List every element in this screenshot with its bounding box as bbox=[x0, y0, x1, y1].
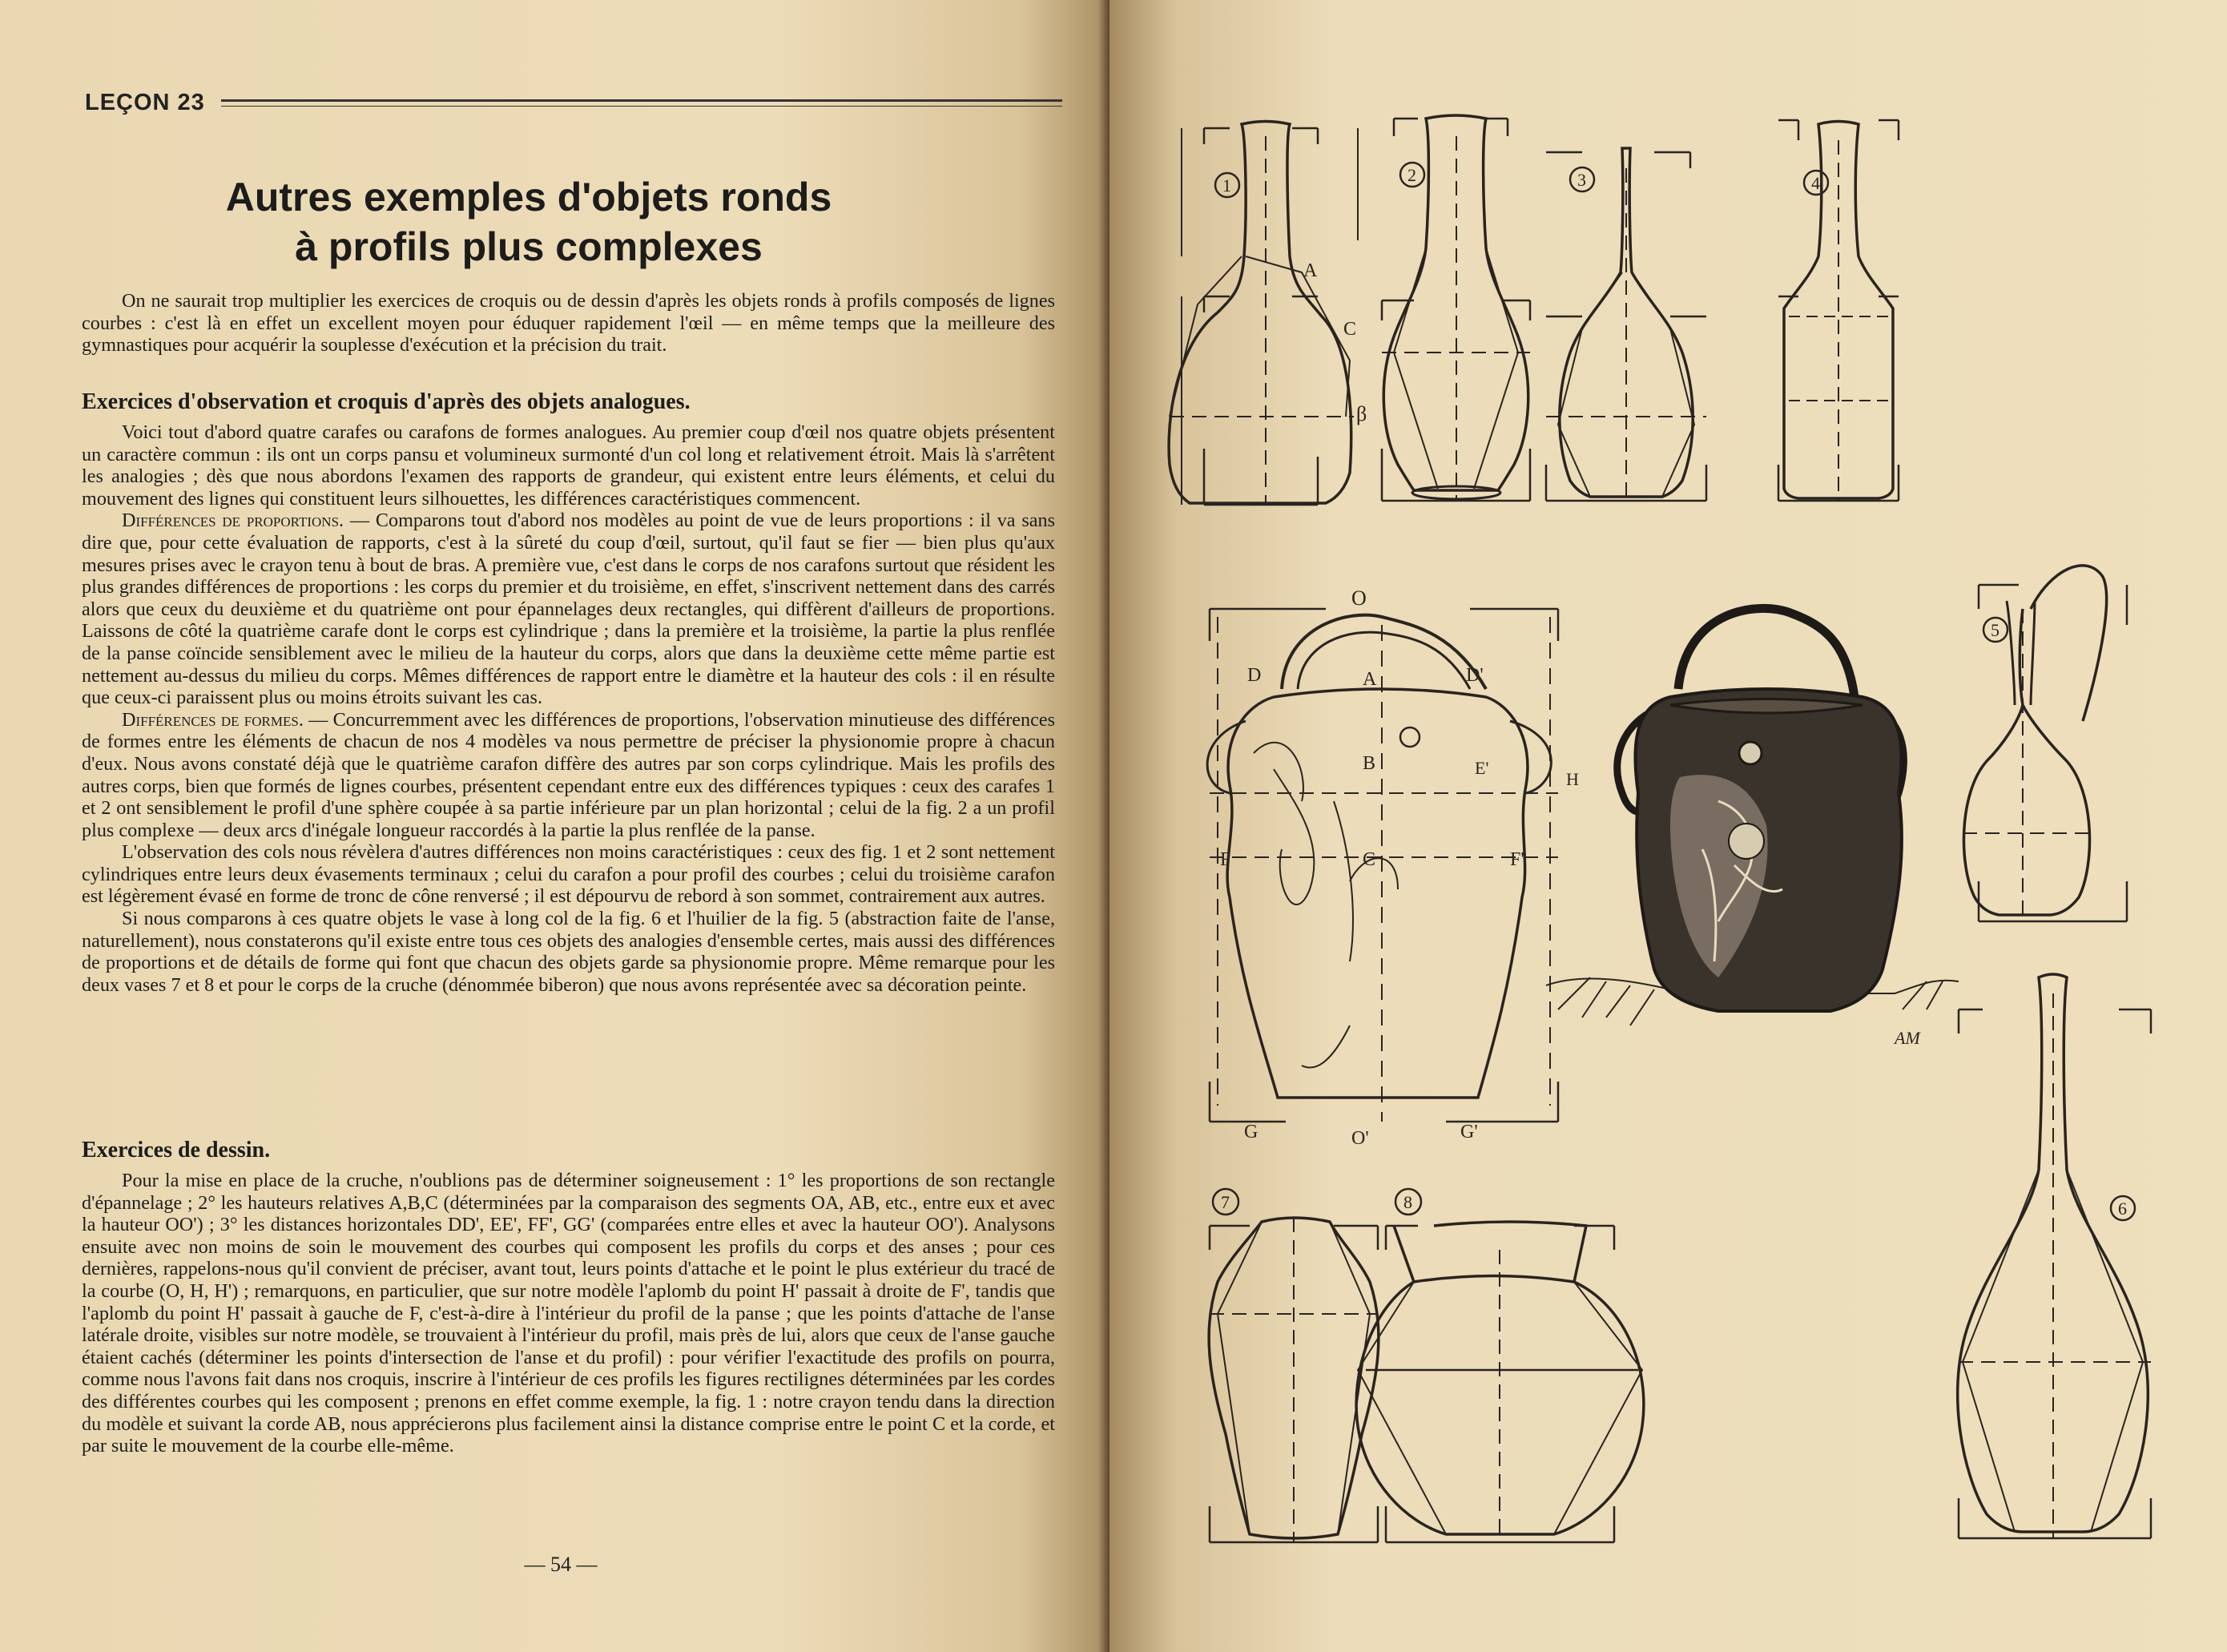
jug-label-oprime: O' bbox=[1351, 1128, 1369, 1149]
jug-label-o: O bbox=[1351, 586, 1367, 610]
figure-5-cruet bbox=[1963, 566, 2127, 921]
page-title bbox=[128, 172, 929, 272]
figure-3-number: 3 bbox=[1577, 170, 1586, 190]
section-heading-drawing: Exercices de dessin. bbox=[82, 1138, 271, 1162]
observation-text bbox=[82, 421, 1055, 996]
figure-1-label-c: C bbox=[1343, 319, 1357, 340]
figure-5-number: 5 bbox=[1991, 620, 1999, 640]
proportions-label: Différences de proportions. bbox=[122, 510, 344, 532]
drawing-paragraph-1: Pour la mise en place de la cruche, n'oublions pas de déterminer soigneusement : 1° les proportions de son rectangle d'épannelage ; 2° les hauteurs relatives A,B,C (déterminées par la comparaison des segments OA, AB, etc., entre eux et avec la hauteur OO') ; 3° les distances horizontales DD', EE', FF', GG' (comparées entre elles et avec la hauteur OO'). Analysons ensuite avec non moins de soin le mouvement des courbes qui composent les profils du corps et des anses ; pour ces dernières, rappelons-nous qu'il convient de préciser, avant tout, leurs points d'attache et le point le plus extérieur du tracé de la courbe (O, H, H') ; remarquons, en particulier, que sur notre modèle l'aplomb du point H' passait à droite de F', tandis que l'aplomb du point H' passait à gauche de F, c'est-à-dire à l'intérieur du profil de la panse ; que les points d'attache de l'anse latérale droite, visibles sur notre modèle, se trouvaient à l'intérieur du profil, mais près de lui, alors que ceux de l'anse gauche étaient cachés (déterminer les points d'intersection de l'anse et du profil) : pour vérifier l'exactitude des profils on pourra, comme nous l'avons fait dans nos croquis, inscrire à l'intérieur de ces profils les figures rectilignes déterminées par les cordes des différentes courbes qui les composent ; prenons en effet comme exemple, la fig. 1 : notre crayon tendu dans la direction du modèle et suivant la corde AB, nous apprécierons plus facilement ainsi la distance comprise entre le point C et la corde, et par suite le mouvement de la courbe elle-même. bbox=[82, 1170, 1055, 1457]
figure-plate bbox=[1109, 0, 2227, 1652]
jug-label-a: A bbox=[1363, 669, 1377, 690]
figure-8-vase bbox=[1356, 1189, 1644, 1542]
figure-8-number: 8 bbox=[1403, 1192, 1412, 1212]
figure-1-label-a: A bbox=[1303, 260, 1318, 281]
figure-3-carafe bbox=[1546, 148, 1706, 501]
jug-engraving-illustration bbox=[1546, 608, 1959, 1048]
jug-label-dprime: D' bbox=[1466, 665, 1484, 686]
figure-2-carafe bbox=[1382, 115, 1530, 501]
figure-2-number: 2 bbox=[1407, 165, 1416, 185]
intro-paragraph: On ne saurait trop multiplier les exercices de croquis ou de dessin d'après les objets ronds à profils composés de lignes courbes : c'est là en effet un excellent moyen pour éduquer rapidement l'œil — en même temps que la meilleure des gymnastiques pour acquérir la souplesse d'exécution et la précision du trait. bbox=[82, 290, 1055, 357]
jug-label-d: D bbox=[1247, 665, 1262, 686]
jug-label-e: E' bbox=[1475, 758, 1489, 778]
jug-label-gprime: G' bbox=[1460, 1122, 1478, 1142]
section-heading-observation: Exercices d'observation et croquis d'après des objets analogues. bbox=[82, 389, 691, 414]
page-number: — 54 — bbox=[524, 1553, 598, 1576]
figure-4-carafe bbox=[1778, 120, 1899, 501]
proportions-text: — Comparons tout d'abord nos modèles au point de vue de leurs proportions : il va sans dire que, pour cette évaluation de rapports, c'est à la sûreté du coup d'œil, surtout, qu'il faut se fier — bien plus qu'aux mesures prises avec le crayon tenu à bout de bras. A première vue, c'est dans le corps de nos carafons surtout que résident les plus grandes différences de proportions : les corps du premier et du troisième, en effet, s'inscrivent nettement dans des carrés alors que ceux du deuxième et du quatrième ont pour épannelages deux rectangles, qui diffèrent d'ailleurs de proportions. Laissons de côté la quatrième carafe dont le corps est cylindrique ; dans la première et la troisième, la partie la plus renflée de la panse coïncide sensiblement avec le milieu de la hauteur du corps, alors que dans la deuxième cette même partie est nettement au-dessus du milieu du corps. Mêmes différences de rapport entre le diamètre et la hauteur des cols : il en résulte que ceux-ci paraissent plus ou moins étroits suivant les cas. bbox=[82, 510, 1055, 709]
observation-paragraph-4: L'observation des cols nous révèlera d'autres différences non moins caractéristiques : ceux des fig. 1 et 2 sont nettement cylindriques entre leurs deux évasements terminaux ; celui du carafon a pour profil des courbes ; celui du troisième carafon est légèrement évasé en forme de tronc de cône renversé ; il est dépourvu de rebord à son sommet, contrairement aux autres. bbox=[82, 841, 1055, 908]
forms-label: Différences de formes. bbox=[122, 708, 304, 731]
left-page bbox=[0, 0, 1109, 1652]
figure-1-carafe bbox=[1169, 122, 1367, 506]
lesson-number: LEÇON 23 bbox=[85, 90, 205, 115]
lesson-header bbox=[85, 90, 1062, 116]
title-line-1: Autres exemples d'objets ronds bbox=[225, 175, 832, 220]
engraving-signature: AM bbox=[1895, 1028, 1920, 1048]
forms-text: — Concurremment avec les différences de proportions, l'observation minutieuse des différences de formes entre les éléments de chacun de nos 4 modèles va nous permettre de préciser la physionomie propre à chacun d'eux. Nous avons constaté déjà que le quatrième carafon diffère des autres par son corps cylindrique. Mais les profils des autres corps, bien que formés de lignes courbes, présentent cependant entre eux des différences typiques : ceux des carafes 1 et 2 ont sensiblement le profil d'une sphère coupée à sa partie inférieure par un plan horizontal ; celui de la fig. 2 a un profil plus complexe — deux arcs d'inégale longueur raccordés à la partie la plus renflée de la panse. bbox=[82, 708, 1055, 841]
jug-construction-sketch bbox=[1207, 586, 1579, 1149]
title-line-2: à profils plus complexes bbox=[295, 224, 763, 269]
observation-paragraph-5: Si nous comparons à ces quatre objets le vase à long col de la fig. 6 et l'huilier de la fig. 5 (abstraction faite de l'anse, naturellement), nous constaterons qu'il existe entre tous ces objets des analogies d'ensemble certes, mais aussi des différences de proportions et de détails de forme qui font que chacun des objets garde sa physionomie propre. Même remarque pour les deux vases 7 et 8 et pour le corps de la cruche (dénommée biberon) que nous avons représentée avec sa décoration peinte. bbox=[82, 908, 1055, 996]
figure-1-label-beta: β bbox=[1356, 402, 1367, 425]
observation-paragraph-3 bbox=[82, 709, 1055, 842]
figure-7-jar bbox=[1209, 1189, 1379, 1542]
jug-label-g: G bbox=[1244, 1122, 1258, 1142]
figure-4-number: 4 bbox=[1811, 173, 1820, 193]
jug-label-f: F bbox=[1220, 849, 1231, 870]
header-rule bbox=[221, 99, 1062, 107]
observation-paragraph-2 bbox=[82, 510, 1055, 708]
observation-paragraph-1: Voici tout d'abord quatre carafes ou carafons de formes analogues. Au premier coup d'œil nos quatre objets présentent un caractère commun : ils ont un corps pansu et volumineux surmonté d'un col long et relativement étroit. Mais là s'arrêtent les analogies ; dès que nous abordons l'examen des rapports de grandeur, qui existent entre leurs éléments, et celui du mouvement des lignes qui constituent leurs silhouettes, les différences caractéristiques commencent. bbox=[82, 421, 1055, 510]
intro-paragraph-block bbox=[82, 290, 1055, 357]
jug-label-c: C bbox=[1363, 849, 1376, 870]
right-page bbox=[1109, 0, 2227, 1652]
jug-label-b: B bbox=[1363, 753, 1376, 774]
jug-label-fprime: F' bbox=[1510, 849, 1524, 870]
figure-7-number: 7 bbox=[1221, 1192, 1230, 1212]
drawing-text bbox=[82, 1170, 1055, 1457]
figure-6-number: 6 bbox=[2118, 1199, 2127, 1219]
jug-label-h: H bbox=[1566, 769, 1579, 789]
figure-1-number: 1 bbox=[1222, 175, 1231, 195]
figure-6-vase bbox=[1958, 974, 2151, 1538]
